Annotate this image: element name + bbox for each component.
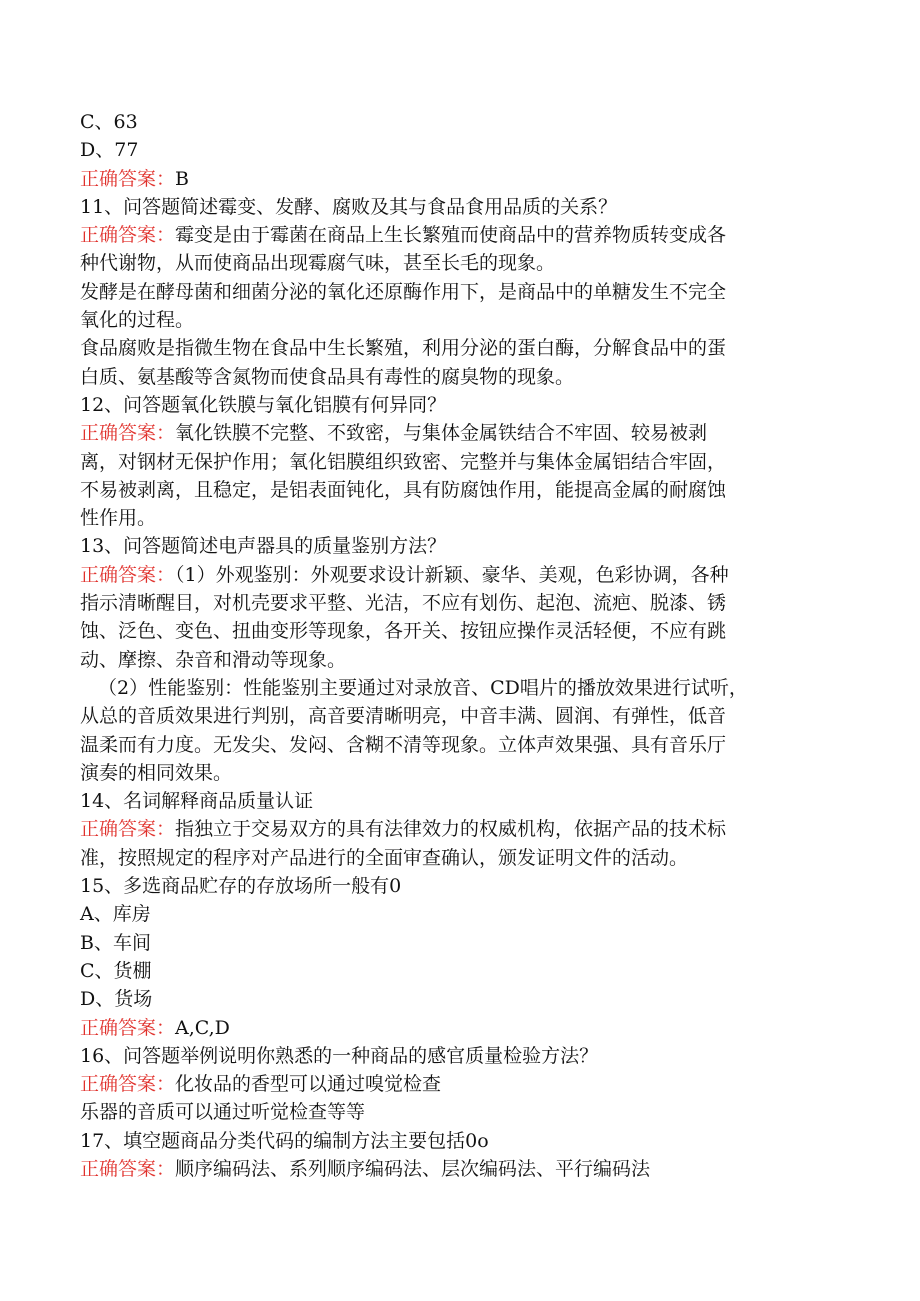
answer-label: 正确答案： bbox=[80, 224, 176, 247]
document-page bbox=[80, 108, 840, 1183]
answer-label: 正确答案： bbox=[80, 422, 176, 445]
answer-text: 指示清晰醒目，对机壳要求平整、光洁，不应有划伤、起泡、流疤、脱漆、锈 bbox=[80, 592, 727, 615]
answer-text: B bbox=[175, 167, 189, 190]
answer-line bbox=[80, 165, 840, 193]
answer-text: 准，按照规定的程序对产品进行的全面审查确认，颁发证明文件的活动。 bbox=[80, 846, 689, 869]
answer-text: 动、摩擦、杂音和滑动等现象。 bbox=[80, 648, 347, 671]
option-c: C、货棚 bbox=[80, 959, 152, 982]
question-16: 16、问答题举例说明你熟悉的一种商品的感官质量检验方法？ bbox=[80, 1044, 599, 1067]
answer-text: 发酵是在酵母菌和细菌分泌的氧化还原酶作用下，是商品中的单糖发生不完全 bbox=[80, 280, 727, 303]
question-14: 14、名词解释商品质量认证 bbox=[80, 790, 314, 813]
option-d: D、77 bbox=[80, 139, 139, 162]
answer-text: 性作用。 bbox=[80, 507, 157, 530]
answer-text: 不易被剥离，且稳定，是铝表面钝化，具有防腐蚀作用，能提高金属的耐腐蚀 bbox=[80, 478, 727, 501]
answer-text: 离，对钢材无保护作用；氧化铝膜组织致密、完整并与集体金属铝结合牢固， bbox=[80, 450, 727, 473]
answer-text: 蚀、泛色、变色、扭曲变形等现象，各开关、按钮应操作灵活轻便，不应有跳 bbox=[80, 620, 727, 643]
answer-line bbox=[80, 1014, 840, 1042]
answer-line bbox=[80, 1070, 840, 1098]
answer-line bbox=[80, 419, 840, 447]
answer-label: 正确答案： bbox=[80, 1073, 176, 1096]
answer-text: 食品腐败是指微生物在食品中生长繁殖，利用分泌的蛋白酶，分解食品中的蛋 bbox=[80, 337, 727, 360]
answer-line bbox=[80, 815, 840, 843]
answer-text: 氧化铁膜不完整、不致密，与集体金属铁结合不牢固、较易被剥 bbox=[175, 422, 708, 445]
answer-text: 温柔而有力度。无发尖、发闷、含糊不清等现象。立体声效果强、具有音乐厅 bbox=[80, 733, 727, 756]
answer-text: （1）外观鉴别：外观要求设计新颖、豪华、美观，色彩协调，各种 bbox=[175, 563, 729, 586]
answer-text: 化妆品的香型可以通过嗅觉检查 bbox=[175, 1073, 442, 1096]
question-12: 12、问答题氧化铁膜与氧化铝膜有何异同？ bbox=[80, 393, 447, 416]
answer-label: 正确答案： bbox=[80, 167, 176, 190]
answer-line bbox=[80, 221, 840, 249]
option-b: B、车间 bbox=[80, 931, 151, 954]
option-a: A、库房 bbox=[80, 903, 151, 926]
answer-text: 白质、氨基酸等含氮物而使食品具有毒性的腐臭物的现象。 bbox=[80, 365, 575, 388]
answer-label: 正确答案： bbox=[80, 1157, 176, 1180]
answer-text: 指独立于交易双方的具有法律效力的权威机构，依据产品的技术标 bbox=[175, 818, 727, 841]
answer-text: 顺序编码法、系列顺序编码法、层次编码法、平行编码法 bbox=[175, 1157, 651, 1180]
option-c: C、63 bbox=[80, 111, 138, 133]
answer-text: 从总的音质效果进行判别，高音要清晰明亮，中音丰满、圆润、有弹性，低音 bbox=[80, 705, 727, 728]
answer-text: 霉变是由于霉菌在商品上生长繁殖而使商品中的营养物质转变成各 bbox=[175, 224, 727, 247]
answer-text: 种代谢物，从而使商品出现霉腐气味，甚至长毛的现象。 bbox=[80, 252, 556, 275]
option-d: D、货场 bbox=[80, 988, 153, 1011]
question-15: 15、多选商品贮存的存放场所一般有0 bbox=[80, 875, 402, 898]
answer-text: 演奏的相同效果。 bbox=[80, 761, 233, 784]
answer-label: 正确答案： bbox=[80, 563, 176, 586]
answer-line bbox=[80, 1155, 840, 1183]
question-17: 17、填空题商品分类代码的编制方法主要包括0o bbox=[80, 1129, 489, 1152]
answer-text: （2）性能鉴别：性能鉴别主要通过对录放音、CD唱片的播放效果进行试听， bbox=[98, 676, 748, 699]
answer-line bbox=[80, 561, 840, 589]
answer-label: 正确答案： bbox=[80, 1016, 176, 1039]
answer-text: 氧化的过程。 bbox=[80, 309, 195, 332]
question-11: 11、问答题简述霉变、发酵、腐败及其与食品食用品质的关系？ bbox=[80, 195, 618, 218]
question-13: 13、问答题简述电声器具的质量鉴别方法？ bbox=[80, 535, 447, 558]
answer-text: A,C,D bbox=[175, 1016, 230, 1039]
answer-label: 正确答案： bbox=[80, 818, 176, 841]
answer-text: 乐器的音质可以通过听觉检查等等 bbox=[80, 1101, 366, 1124]
